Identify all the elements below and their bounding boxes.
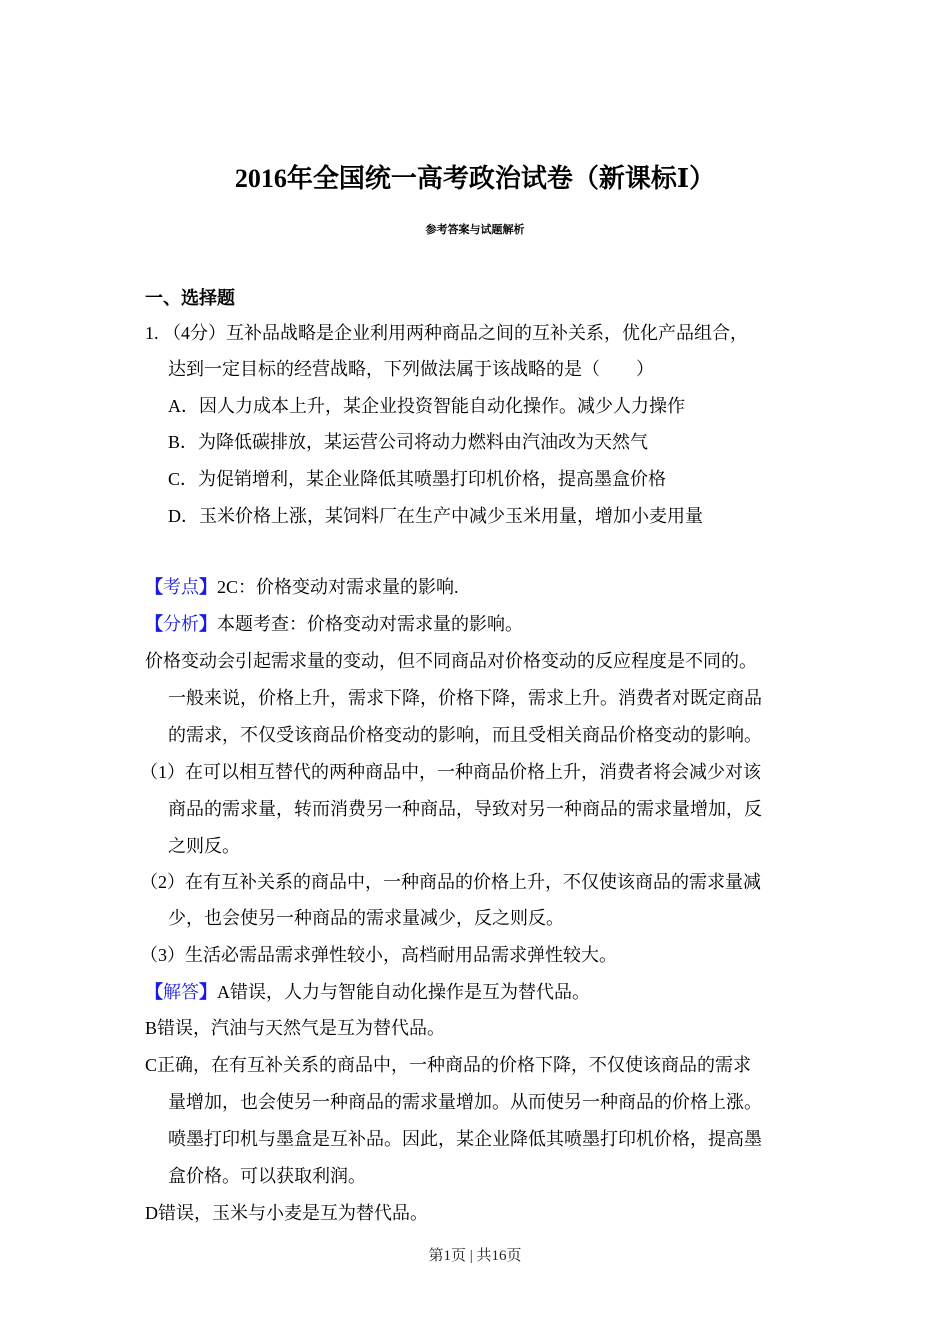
analysis-line: （3）生活必需品需求弹性较小，高档耐用品需求弹性较大。 [140,945,617,965]
option-c [168,467,666,491]
analysis-line: （1）在可以相互替代的两种商品中，一种商品价格上升，消费者将会减少对该 [140,762,761,782]
page-footer: 第1页 | 共16页 [428,1248,522,1264]
answer-line: 喷墨打印机与墨盒是互补品。因此，某企业降低其喷墨打印机价格，提高墨 [168,1129,762,1149]
analysis-line: （2）在有互补关系的商品中，一种商品的价格上升，不仅使该商品的需求量减 [140,872,761,892]
jieda-text: A错误，人力与智能自动化操作是互为替代品。 [217,982,590,1002]
option-text: 为降低碳排放，某运营公司将动力燃料由汽油改为天然气 [198,432,649,452]
fenxi-text: 本题考查：价格变动对需求量的影响。 [217,614,523,634]
question-number: 1. [145,323,159,343]
option-label: B． [168,432,199,452]
answer-line: D错误，玉米与小麦是互为替代品。 [145,1203,428,1223]
option-text: 为促销增利，某企业降低其喷墨打印机价格，提高墨盒价格 [198,469,667,489]
analysis-line: 价格变动会引起需求量的变动，但不同商品对价格变动的反应程度是不同的。 [145,651,757,671]
option-label: A． [168,396,199,416]
answer-line: 量增加，也会使另一种商品的需求量增加。从而使另一种商品的价格上涨。 [168,1092,762,1112]
answer-line: B错误，汽油与天然气是互为替代品。 [145,1018,446,1038]
fenxi-tag: 【分析】 [145,614,217,634]
fenxi-paragraph [145,612,523,636]
question-stem-line-1 [145,321,748,345]
kaodian-text: 2C：价格变动对需求量的影响. [217,577,459,597]
jieda-tag: 【解答】 [145,982,217,1002]
answer-line: C正确，在有互补关系的商品中，一种商品的价格下降，不仅使该商品的需求 [145,1055,752,1075]
option-b [168,430,648,454]
analysis-line: 少，也会使另一种商品的需求量减少，反之则反。 [168,908,564,928]
option-a [168,394,685,418]
document-title: 2016年全国统一高考政治试卷（新课标Ⅰ） [234,164,716,193]
option-text: 因人力成本上升，某企业投资智能自动化操作。减少人力操作 [199,396,685,416]
jieda-paragraph [145,980,590,1004]
kaodian-paragraph [145,575,459,599]
option-d [168,504,703,528]
answer-line: 盒价格。可以获取利润。 [168,1166,366,1186]
document-subtitle: 参考答案与试题解析 [425,223,525,236]
option-label: C． [168,469,199,489]
option-label: D． [168,506,199,526]
option-text: 玉米价格上涨，某饲料厂在生产中减少玉米用量，增加小麦用量 [199,506,703,526]
analysis-line: 一般来说，价格上升，需求下降，价格下降，需求上升。消费者对既定商品 [168,688,762,708]
kaodian-tag: 【考点】 [145,577,217,597]
question-stem-line-2: 达到一定目标的经营战略，下列做法属于该战略的是（ ） [168,359,654,379]
question-stem-text: （4分）互补品战略是企业利用两种商品之间的互补关系，优化产品组合， [163,323,748,343]
analysis-line: 的需求，不仅受该商品价格变动的影响，而且受相关商品价格变动的影响。 [168,725,762,745]
section-heading: 一、选择题 [145,288,235,308]
analysis-line: 之则反。 [168,836,240,856]
analysis-line: 商品的需求量，转而消费另一种商品，导致对另一种商品的需求量增加，反 [168,799,762,819]
